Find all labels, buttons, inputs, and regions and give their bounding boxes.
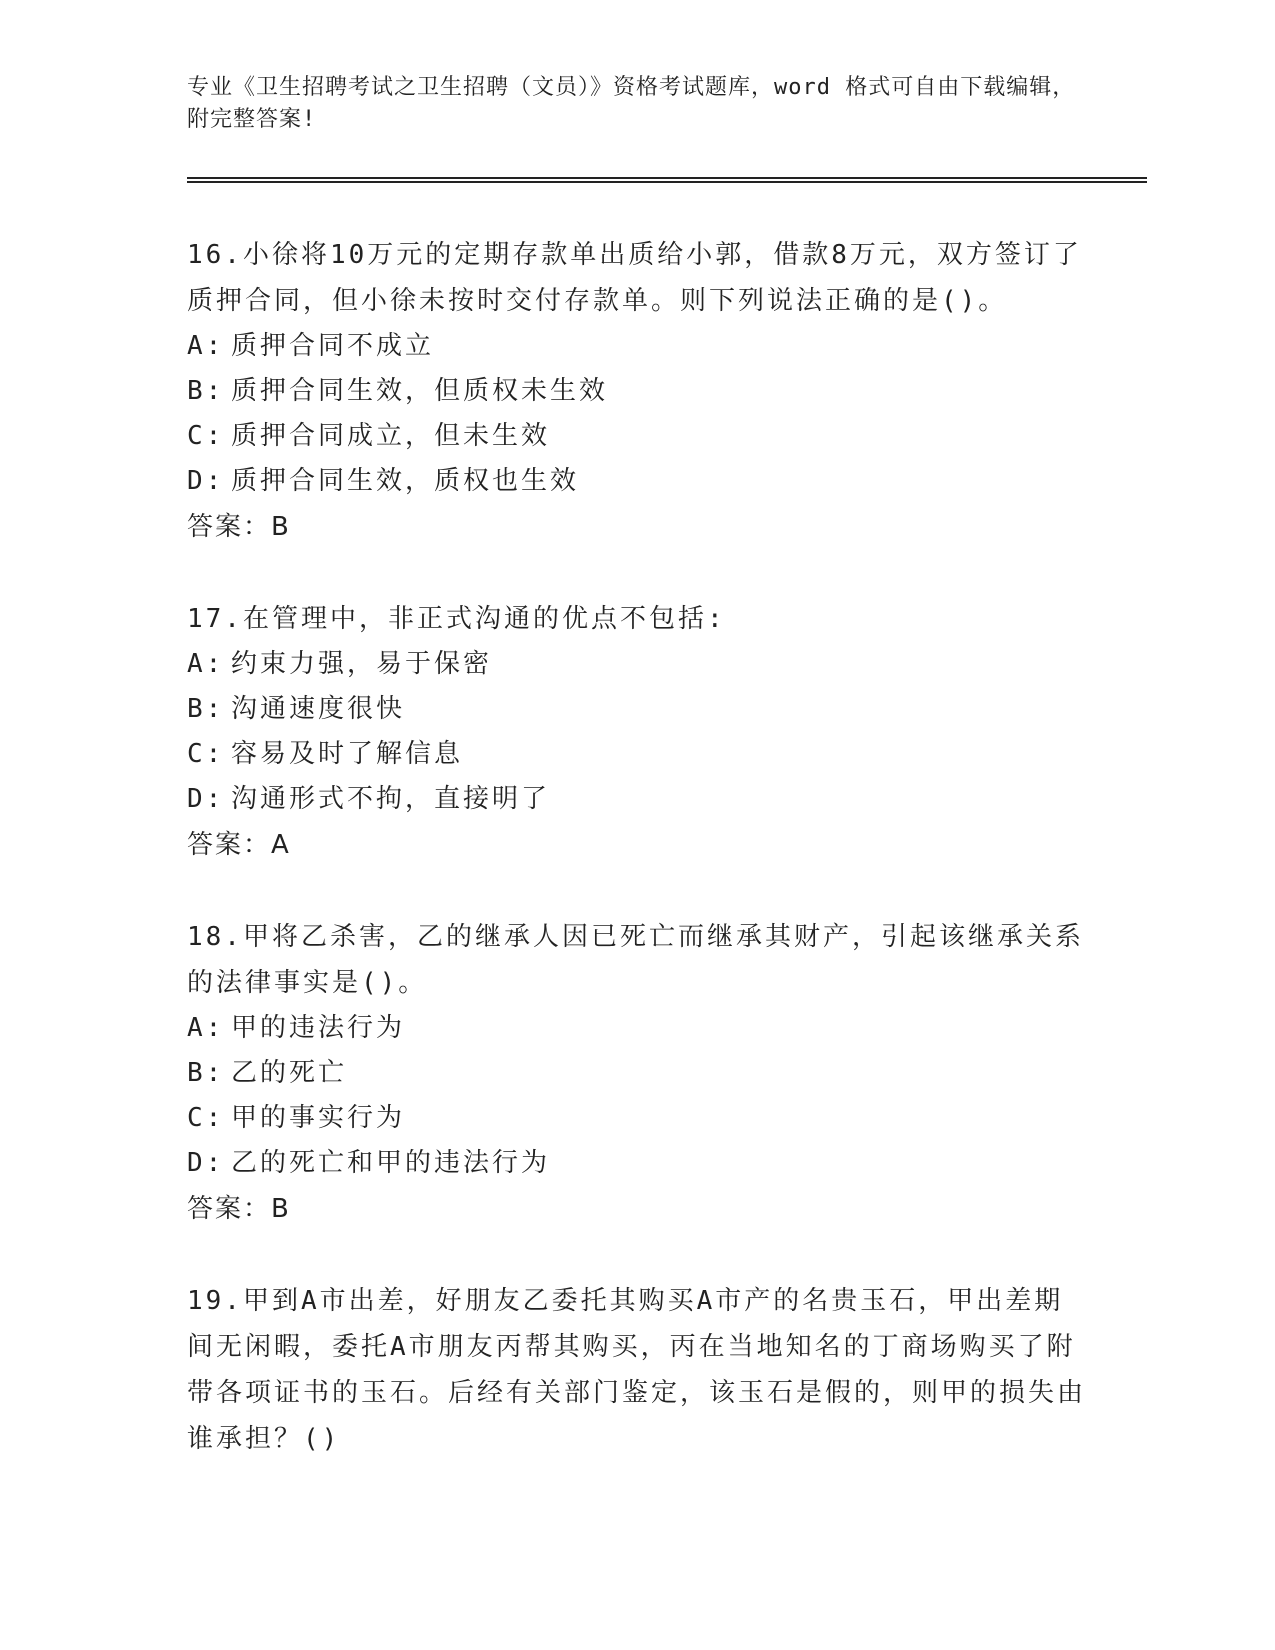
option-b	[187, 369, 1087, 414]
option-d	[187, 777, 1087, 822]
option-label: B:	[187, 376, 225, 406]
option-label: C:	[187, 421, 225, 451]
option-c	[187, 414, 1087, 459]
question-stem: 16.小徐将10万元的定期存款单出质给小郭，借款8万元，双方签订了质押合同，但小徐未按时交付存款单。则下列说法正确的是()。	[187, 240, 1082, 316]
question-list	[187, 232, 1087, 1508]
option-text: 质押合同生效，质权也生效	[231, 466, 580, 496]
option-label: A:	[187, 1013, 225, 1043]
option-label: B:	[187, 694, 225, 724]
question-stem: 17.在管理中，非正式沟通的优点不包括:	[187, 604, 726, 634]
option-label: C:	[187, 1103, 225, 1133]
document-header: 专业《卫生招聘考试之卫生招聘（文员）》资格考试题库，word 格式可自由下载编辑，附完整答案!	[187, 75, 1076, 132]
option-label: C:	[187, 739, 225, 769]
option-text: 容易及时了解信息	[231, 739, 464, 769]
answer-line: 答案：B	[187, 512, 291, 542]
option-text: 沟通速度很快	[231, 694, 406, 724]
question-stem: 18.甲将乙杀害，乙的继承人因已死亡而继承其财产，引起该继承关系的法律事实是()。	[187, 922, 1084, 998]
option-text: 质押合同成立，但未生效	[231, 421, 551, 451]
option-c	[187, 732, 1087, 777]
answer-line: 答案：B	[187, 1194, 291, 1224]
option-label: B:	[187, 1058, 225, 1088]
option-label: D:	[187, 784, 225, 814]
question-19	[187, 1278, 1087, 1462]
question-16	[187, 232, 1087, 550]
option-label: D:	[187, 466, 225, 496]
option-label: D:	[187, 1148, 225, 1178]
option-text: 质押合同生效，但质权未生效	[231, 376, 609, 406]
option-text: 约束力强，易于保密	[231, 649, 493, 679]
option-a	[187, 324, 1087, 369]
option-b	[187, 1051, 1087, 1096]
option-text: 甲的事实行为	[231, 1103, 406, 1133]
option-d	[187, 459, 1087, 504]
question-17	[187, 596, 1087, 868]
option-label: A:	[187, 331, 225, 361]
option-text: 质押合同不成立	[231, 331, 435, 361]
option-d	[187, 1141, 1087, 1186]
option-text: 乙的死亡	[231, 1058, 348, 1088]
option-text: 沟通形式不拘，直接明了	[231, 784, 551, 814]
option-c	[187, 1096, 1087, 1141]
option-a	[187, 642, 1087, 687]
option-b	[187, 687, 1087, 732]
question-18	[187, 914, 1087, 1232]
header-divider	[187, 177, 1147, 183]
option-label: A:	[187, 649, 225, 679]
answer-line: 答案：A	[187, 830, 291, 860]
question-stem: 19.甲到A市出差，好朋友乙委托其购买A市产的名贵玉石，甲出差期间无闲暇，委托A市朋友丙帮其购买，丙在当地知名的丁商场购买了附带各项证书的玉石。后经有关部门鉴定，该玉石是假的，则甲的损失由谁承担？()	[187, 1286, 1087, 1454]
option-text: 乙的死亡和甲的违法行为	[231, 1148, 551, 1178]
option-a	[187, 1006, 1087, 1051]
option-text: 甲的违法行为	[231, 1013, 406, 1043]
